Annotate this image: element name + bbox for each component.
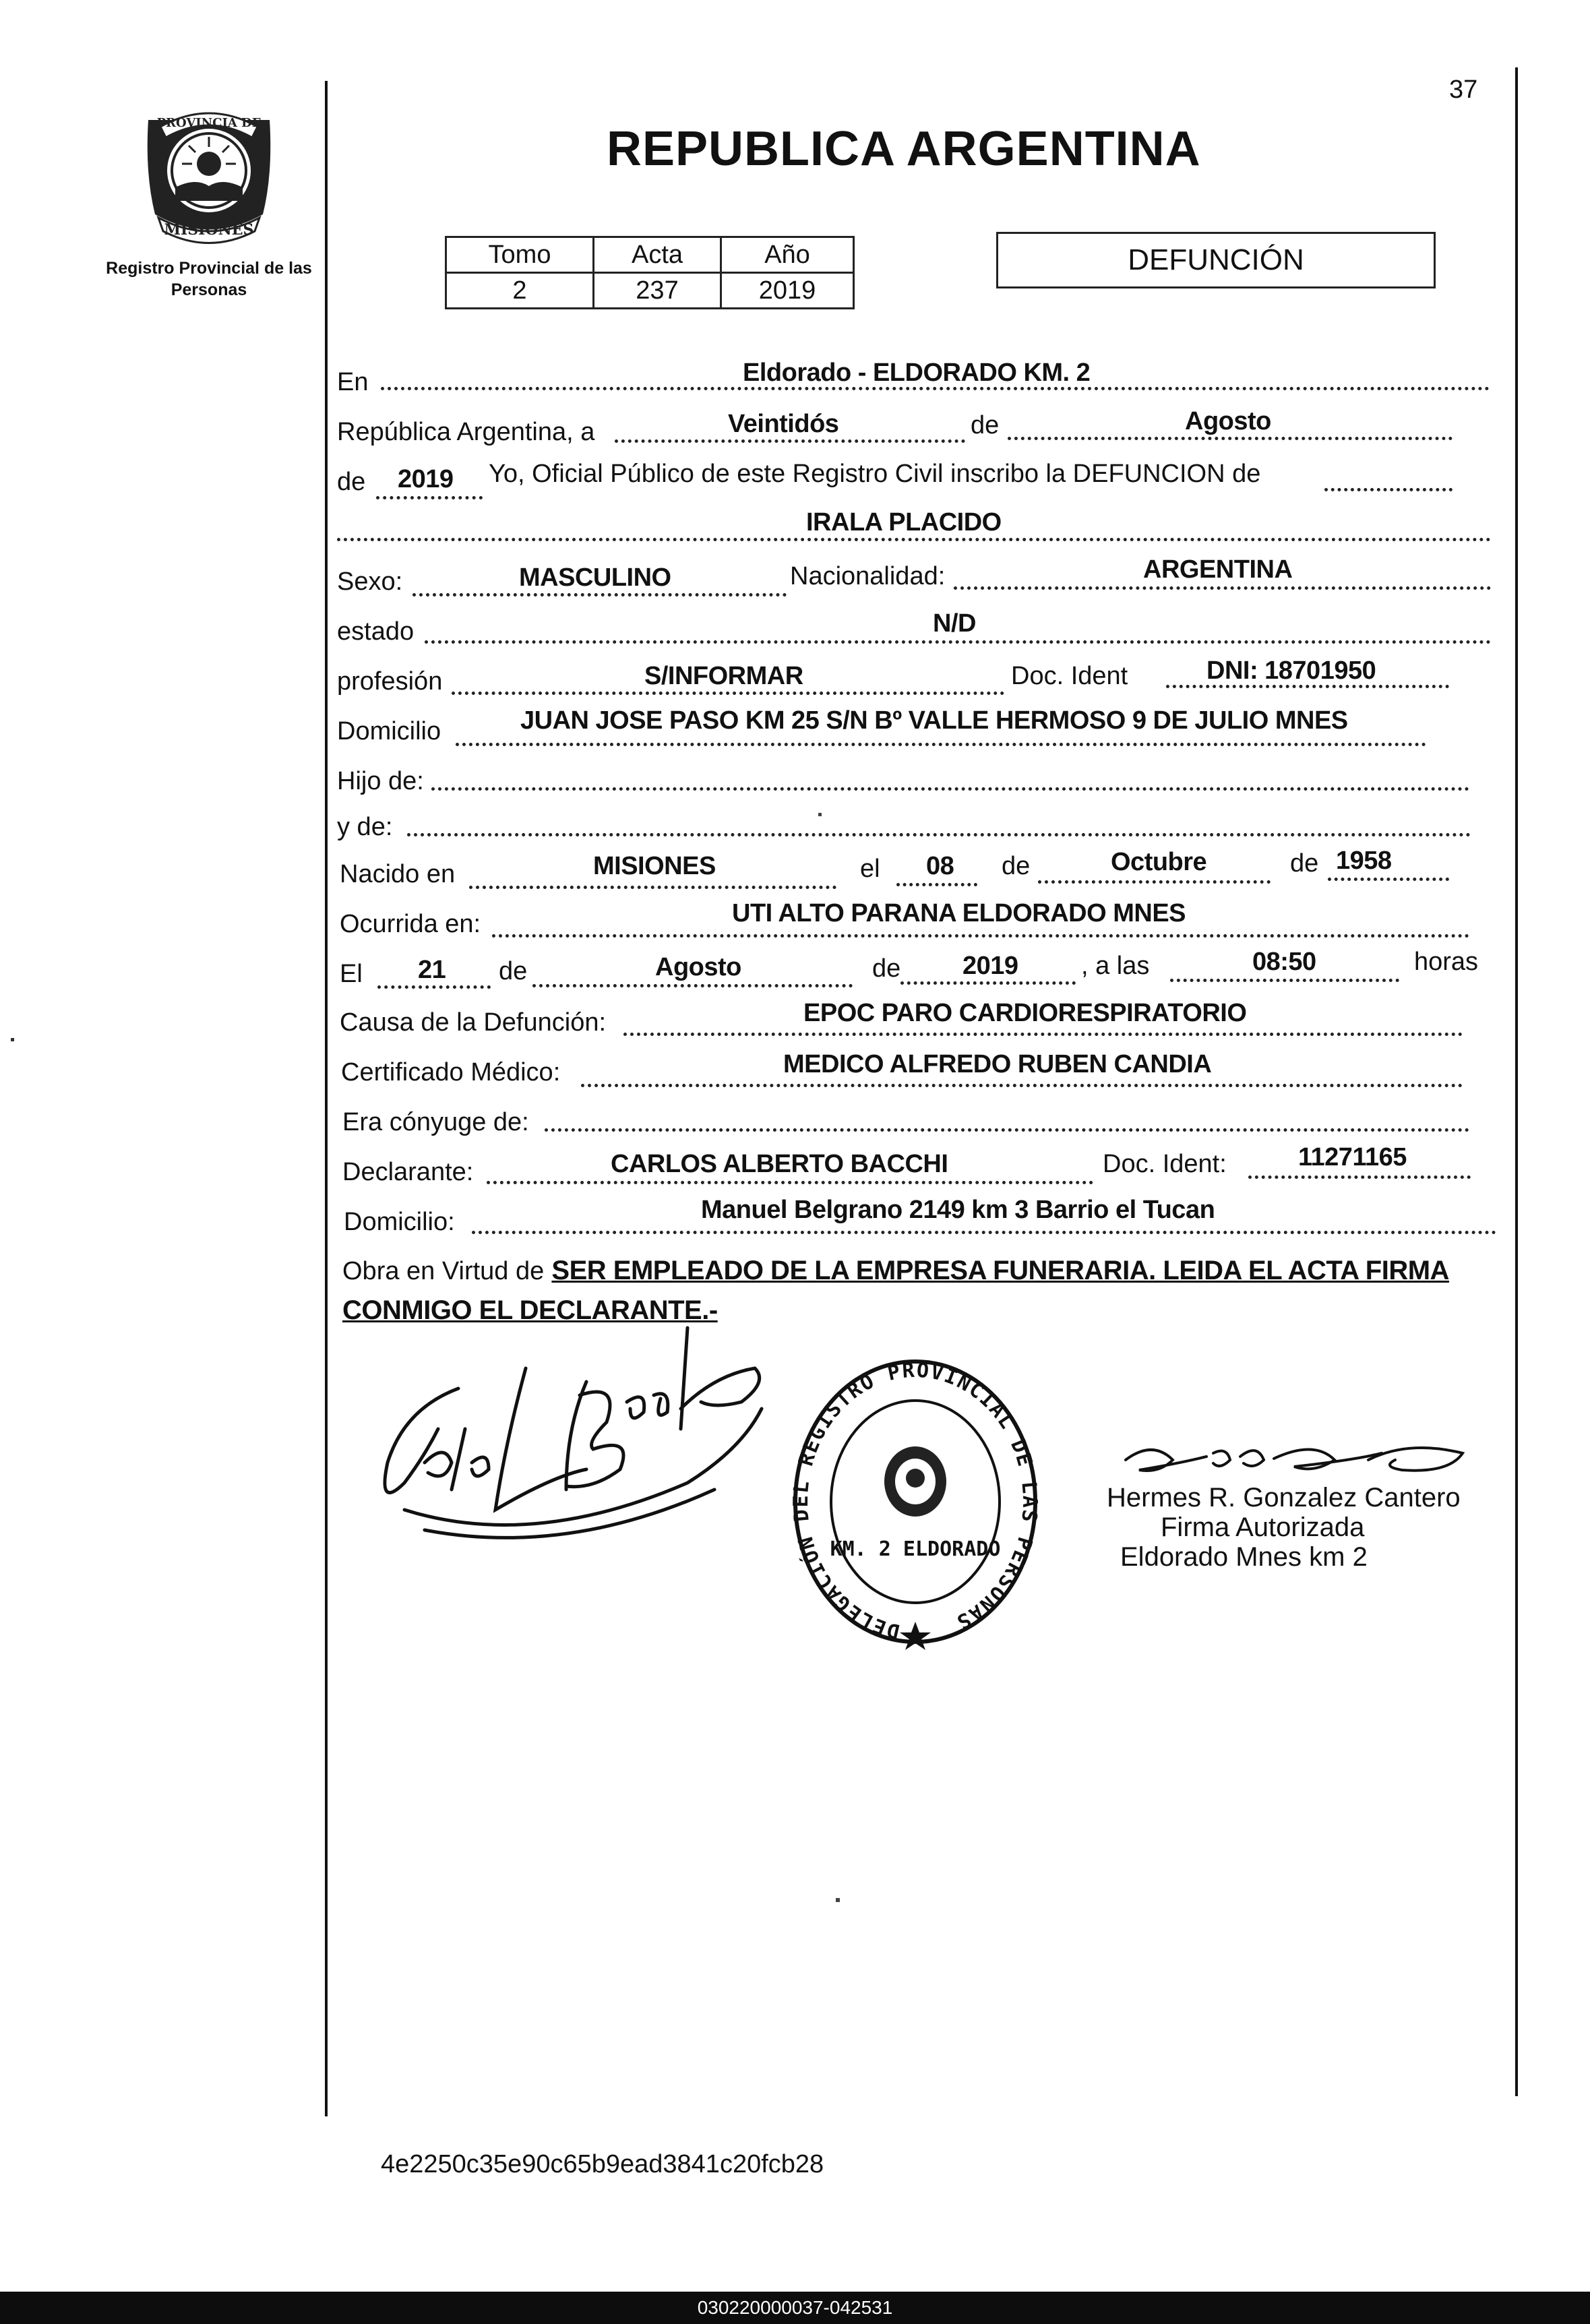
document-hash: 4e2250c35e90c65b9ead3841c20fcb28 xyxy=(381,2150,824,2178)
birth-year: 1958 xyxy=(1336,847,1392,875)
domicilio-label: Domicilio xyxy=(337,717,441,745)
domicilio-dotted-line xyxy=(456,743,1426,746)
en-label: En xyxy=(337,368,369,396)
registry-label: Registro Provincial de las Personas xyxy=(106,259,312,299)
acta-header: Acta xyxy=(594,237,721,273)
year-value: 2019 xyxy=(398,465,454,493)
de-label-2: de xyxy=(337,468,366,496)
certificado-value: MEDICO ALFREDO RUBEN CANDIA xyxy=(783,1050,1212,1078)
name-dotted-line xyxy=(337,538,1491,541)
doc-ident-value: DNI: 18701950 xyxy=(1206,656,1376,685)
ocurrida-label: Ocurrida en: xyxy=(340,910,481,938)
nacionalidad-dotted-line xyxy=(954,586,1491,590)
ano-header: Año xyxy=(721,237,854,273)
obra-value-line1: SER EMPLEADO DE LA EMPRESA FUNERARIA. LEIDA EL ACTA FIRMA xyxy=(551,1256,1449,1285)
a-las-label: , a las xyxy=(1081,952,1150,980)
nacido-label: Nacido en xyxy=(340,860,456,888)
yo-text: Yo, Oficial Público de este Registro Civil inscribo la DEFUNCION de xyxy=(489,460,1261,488)
stamp-inner-text: KM. 2 ELDORADO xyxy=(830,1537,1001,1561)
acta-value: 237 xyxy=(594,273,721,309)
day-dotted-line xyxy=(615,439,965,443)
doc-ident2-dotted-line xyxy=(1248,1175,1471,1179)
sexo-value: MASCULINO xyxy=(519,563,671,592)
stray-mark xyxy=(11,1038,14,1041)
nacido-dotted-line xyxy=(469,886,836,889)
birth-day: 08 xyxy=(926,852,954,880)
de-label-1: de xyxy=(971,411,1000,439)
causa-value: EPOC PARO CARDIORESPIRATORIO xyxy=(803,999,1247,1027)
causa-dotted-line xyxy=(623,1033,1463,1036)
birth-month-dotted-line xyxy=(1038,880,1271,884)
causa-label: Causa de la Defunción: xyxy=(340,1008,607,1037)
declarante-label: Declarante: xyxy=(342,1158,474,1186)
stamp-crest-icon xyxy=(884,1446,946,1517)
page-number: 37 xyxy=(1449,75,1478,104)
domicilio2-label: Domicilio: xyxy=(344,1208,455,1236)
certificado-dotted-line xyxy=(581,1084,1463,1087)
ocurrida-dotted-line xyxy=(492,934,1469,938)
provincial-logo xyxy=(128,100,290,248)
death-day-dotted-line xyxy=(377,985,491,989)
certificado-label: Certificado Médico: xyxy=(341,1058,561,1087)
footer-bar xyxy=(0,2292,1590,2324)
death-year-dotted-line xyxy=(900,981,1076,985)
record-table-header-row xyxy=(446,237,854,273)
year-dotted-line xyxy=(376,496,483,499)
obra-label: Obra en Virtud de xyxy=(342,1257,545,1285)
stamp-star-icon xyxy=(900,1622,931,1650)
de-label-5: de xyxy=(499,957,528,985)
official-role: Firma Autorizada xyxy=(1161,1512,1365,1542)
declarante-dotted-line xyxy=(487,1181,1093,1184)
record-type: DEFUNCIÓN xyxy=(1128,243,1304,276)
nacionalidad-value: ARGENTINA xyxy=(1143,555,1293,584)
doc-ident2-label: Doc. Ident: xyxy=(1103,1150,1227,1178)
estado-value: N/D xyxy=(933,609,976,638)
stamp-outer-text: DELEGACIÓN DEL REGISTRO PROVINCIAL DE LAS PERSONAS xyxy=(789,1358,1042,1643)
signature-right-block xyxy=(1107,1483,1461,1572)
profesion-dotted-line xyxy=(452,692,1004,695)
birth-year-dotted-line xyxy=(1328,878,1449,881)
record-table xyxy=(445,236,855,309)
republica-label: República Argentina, a xyxy=(337,418,595,446)
conyuge-dotted-line xyxy=(545,1128,1469,1132)
obra-value-line2: CONMIGO EL DECLARANTE.- xyxy=(342,1295,718,1325)
conyuge-label: Era cónyuge de: xyxy=(342,1108,529,1136)
right-margin-line xyxy=(1515,67,1518,2096)
estado-label: estado xyxy=(337,617,415,646)
stray-dot-2 xyxy=(836,1898,840,1902)
y-de-dotted-line xyxy=(407,833,1471,836)
doc-ident2-value: 11271165 xyxy=(1298,1143,1407,1171)
ocurrida-value: UTI ALTO PARANA ELDORADO MNES xyxy=(732,899,1186,927)
footer-code: 030220000037-042531 xyxy=(697,2297,893,2318)
death-time-dotted-line xyxy=(1170,979,1399,982)
profesion-value: S/INFORMAR xyxy=(644,662,803,690)
logo-text-bottom: MISIONES xyxy=(164,221,254,239)
y-de-label: y de: xyxy=(337,813,393,841)
deceased-name: IRALA PLACIDO xyxy=(806,508,1002,537)
death-month: Agosto xyxy=(655,953,741,981)
ano-value: 2019 xyxy=(721,273,854,309)
logo-text-top: PROVINCIA DE xyxy=(156,116,262,130)
logo-sun-icon xyxy=(197,152,221,176)
domicilio-value: JUAN JOSE PASO KM 25 S/N Bº VALLE HERMOSO 9 DE JULIO MNES xyxy=(520,706,1348,735)
domicilio2-value: Manuel Belgrano 2149 km 3 Barrio el Tucan xyxy=(701,1196,1215,1224)
month-value: Agosto xyxy=(1185,407,1271,435)
month-dotted-line xyxy=(1008,437,1453,440)
day-value: Veintidós xyxy=(728,410,839,438)
yo-dotted-line xyxy=(1324,488,1453,491)
tomo-value: 2 xyxy=(446,273,594,309)
domicilio2-dotted-line xyxy=(472,1231,1496,1234)
sexo-label: Sexo: xyxy=(337,568,403,596)
official-signature xyxy=(1112,1433,1490,1487)
hijo-label: Hijo de: xyxy=(337,767,424,795)
horas-label: horas xyxy=(1414,948,1479,976)
nacido-value: MISIONES xyxy=(593,852,716,880)
el-label: el xyxy=(860,855,880,883)
death-day: 21 xyxy=(418,956,446,984)
stray-dot xyxy=(818,813,822,816)
sexo-dotted-line xyxy=(412,593,787,597)
hijo-dotted-line xyxy=(431,787,1469,791)
de-label-3: de xyxy=(1002,852,1031,880)
doc-ident-label: Doc. Ident xyxy=(1011,662,1128,690)
official-place: Eldorado Mnes km 2 xyxy=(1120,1542,1368,1572)
record-table-value-row xyxy=(446,273,854,309)
de-label-6: de xyxy=(872,954,901,983)
death-year: 2019 xyxy=(962,952,1018,980)
nacionalidad-label: Nacionalidad: xyxy=(790,562,946,590)
birth-day-dotted-line xyxy=(896,883,977,886)
death-month-dotted-line xyxy=(532,984,853,987)
doc-ident-dotted-line xyxy=(1166,685,1449,688)
death-time: 08:50 xyxy=(1252,948,1316,976)
tomo-header: Tomo xyxy=(446,237,594,273)
declarant-signature xyxy=(364,1308,782,1564)
official-name: Hermes R. Gonzalez Cantero xyxy=(1107,1483,1461,1512)
estado-dotted-line xyxy=(425,640,1491,644)
profesion-label: profesión xyxy=(337,667,443,696)
en-value: Eldorado - ELDORADO KM. 2 xyxy=(743,359,1091,387)
left-margin-line xyxy=(325,81,328,2116)
el-cap-label: El xyxy=(340,960,363,988)
record-type-box xyxy=(996,232,1436,288)
page-title: REPUBLICA ARGENTINA xyxy=(607,122,1201,176)
declarante-value: CARLOS ALBERTO BACCHI xyxy=(611,1150,948,1178)
de-label-4: de xyxy=(1290,849,1319,878)
en-dotted-line xyxy=(381,387,1490,390)
delegation-stamp xyxy=(787,1353,1043,1663)
birth-month: Octubre xyxy=(1111,848,1207,876)
